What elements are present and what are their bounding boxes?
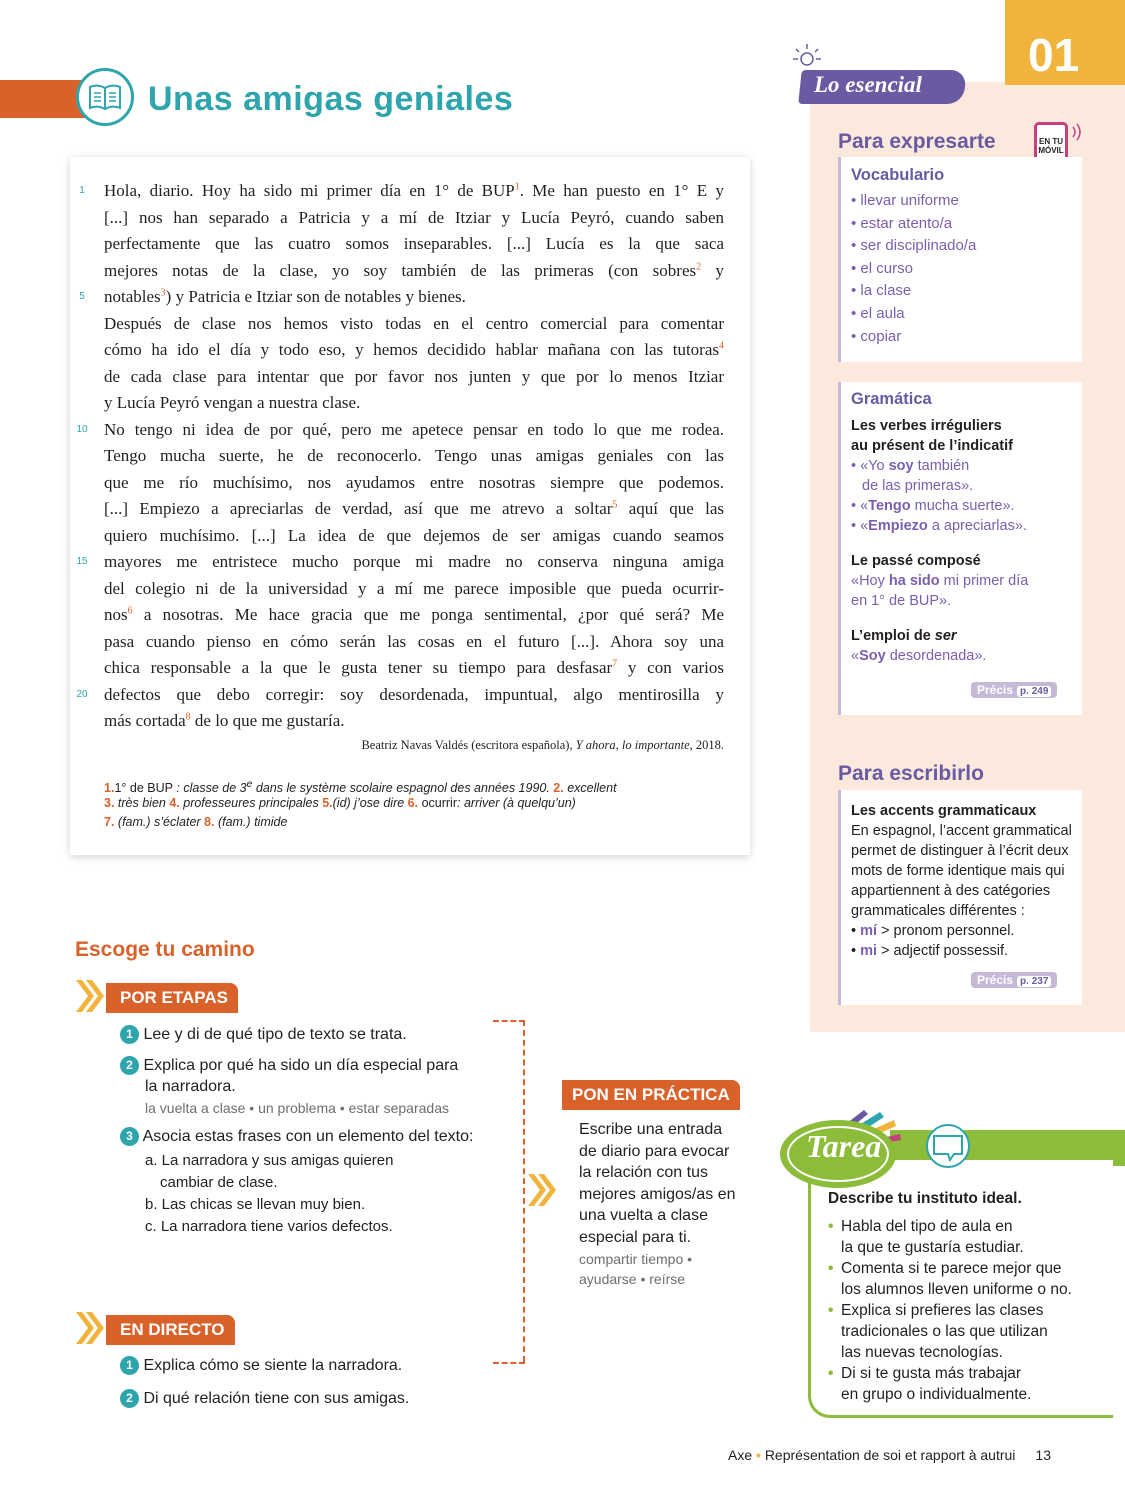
text-line: y Lucía Peyró vengan a nuestra clase. (104, 393, 361, 412)
question-1: 1 Lee y di de qué tipo de texto se trata. (120, 1024, 490, 1045)
grammar-example: • «Empiezo a apreciarlas». (851, 518, 1027, 534)
text-line: [...] Empiezo a apreciarlas de verdad, así que me atrevo a soltar$^5$ aquí que las (104, 499, 725, 518)
practica-hint: compartir tiempo • (579, 1251, 693, 1267)
grammar-heading: Les verbes irréguliers (851, 418, 1002, 434)
text-line: quiero muchísimo. [...] La idea de que dejemos de ser amigas cuando seamos (104, 525, 724, 545)
vocabulario-box (838, 157, 1082, 362)
page-number: 13 (1035, 1447, 1051, 1463)
accents-box (838, 790, 1082, 1005)
text-line: nos$^6$ a nosotras. Me hace gracia que me ponga sentimental, ¿por qué será? Me (104, 605, 724, 624)
option-c: c. La narradora tiene varios defectos. (145, 1218, 393, 1235)
accents-line: permet de distinguer à l’écrit deux (851, 843, 1069, 859)
footnote-line-3: 7. (fam.) s’éclater 8. (fam.) timide (104, 815, 288, 829)
tarea-label: Tarea (806, 1128, 882, 1164)
text-line: mayores me entristece mucho porque mi madre no conserva ninguna amiga (104, 552, 724, 571)
por-etapas-questions (120, 1024, 490, 1238)
en-directo-tab[interactable]: EN DIRECTO (106, 1315, 235, 1345)
footnote-ref: 6 (127, 605, 133, 617)
practica-instructions (579, 1119, 759, 1248)
option-a-cont: cambiar de clase. (160, 1174, 278, 1191)
camino-title: Escoge tu camino (75, 938, 255, 961)
tarea-item-text: Explica si prefieres las clases (841, 1302, 1044, 1319)
gramatica-title: Gramática (851, 390, 932, 408)
question-2: 2 Explica por qué ha sido un día especial para (120, 1055, 490, 1076)
text-line: No tengo ni idea de por qué, pero me apetece pensar en todo lo que me rodea. (104, 419, 724, 439)
practica-line: especial para ti. (579, 1228, 692, 1246)
footnote-line-1: 1.1° de BUP : classe de 3e dans le système scolaire espagnol des années 1990. 2. excellent (104, 779, 617, 796)
text-credit: Beatriz Navas Valdés (escritora española), Y ahora, lo importante, 2018. (361, 738, 724, 752)
en-directo-questions (120, 1355, 490, 1409)
tarea-item (828, 1258, 1118, 1300)
question-2: 2 Di qué relación tiene con sus amigas. (120, 1388, 490, 1409)
path-connector (493, 1362, 525, 1364)
tarea-item-text: tradicionales o las que utilizan (841, 1323, 1048, 1340)
grammar-heading: Le passé composé (851, 553, 981, 569)
option-a: a. La narradora y sus amigas quieren (145, 1152, 394, 1169)
tarea-item (828, 1300, 1118, 1363)
line-number: 1 (79, 185, 85, 196)
gramatica-box (838, 382, 1082, 715)
grammar-example: en 1° de BUP». (851, 593, 952, 609)
option-b: b. Las chicas se llevan muy bien. (145, 1196, 366, 1213)
question-1: 1 Explica cómo se siente la narradora. (120, 1355, 490, 1376)
text-line: de cada clase para intentar que por favor nos junten y que por lo menos Itziar (104, 366, 724, 386)
text-line: que me río muchísimo, nos ayudamos entre nosotras siempre que podemos. (104, 472, 724, 492)
practica-line: Escribe una entrada (579, 1121, 723, 1138)
para-expresarte-heading: Para expresarte (838, 130, 996, 153)
vocab-item: • ser disciplinado/a (851, 237, 977, 255)
page-title: Unas amigas geniales (148, 80, 514, 118)
tarea-item-text: en grupo o individualmente. (841, 1386, 1032, 1403)
grammar-heading: au présent de l’indicatif (851, 438, 1013, 454)
footnote-ref: 5 (612, 499, 618, 511)
footnote-ref: 3 (160, 287, 166, 299)
accents-content (851, 801, 1082, 961)
question-3: 3 Asocia estas frases con un elemento del texto: (120, 1126, 490, 1147)
book-icon (76, 68, 134, 126)
por-etapas-tab[interactable]: POR ETAPAS (106, 983, 238, 1013)
pon-en-practica-content (579, 1119, 759, 1289)
bullet-icon: • (828, 1302, 834, 1319)
tarea-item (828, 1363, 1118, 1405)
accents-line: En espagnol, l’accent grammatical (851, 823, 1072, 839)
tarea-items (828, 1216, 1118, 1405)
text-line: Tengo mucha suerte, he de reconocerlo. Tengo unas amigas geniales con las (104, 446, 724, 465)
tarea-item-text: Di si te gusta más trabajar (841, 1365, 1022, 1382)
phone-label: EN TU MÓVIL (1038, 137, 1064, 155)
practica-line: mejores amigos/as en (579, 1185, 736, 1203)
accents-body (851, 821, 1082, 921)
text-line: más cortada$^8$ de lo que me gustaría. (104, 711, 345, 730)
vocab-item: • estar atento/a (851, 214, 953, 232)
vocab-item: • el aula (851, 304, 905, 322)
question-2-hint: la vuelta a clase • un problema • estar separadas (145, 1100, 449, 1116)
tarea-item (828, 1216, 1118, 1258)
pon-en-practica-tab[interactable]: PON EN PRÁCTICA (562, 1080, 740, 1110)
accents-line: appartiennent à des catégories (851, 883, 1051, 899)
unit-number: 01 (1028, 29, 1080, 81)
accents-line: grammaticales différentes : (851, 903, 1025, 919)
text-line: chica responsable a la que le gusta tener su tiempo para desfasar$^7$ y con varios (104, 658, 725, 677)
precis-link[interactable]: Précis p. 249 (971, 682, 1057, 698)
vocab-item: • el curso (851, 259, 913, 277)
footnote-ref: 1 (514, 181, 520, 193)
practica-hint: ayudarse • reírse (579, 1271, 686, 1287)
text-line: notables$^3$) y Patricia e Itziar son de notables y bienes. (104, 287, 466, 306)
line-number: 15 (76, 556, 88, 567)
footnote-ref: 8 (185, 711, 191, 723)
vocab-item: • la clase (851, 282, 912, 300)
signal-icon (1070, 122, 1084, 142)
text-line: defectos que debo corregir: soy desordenada, impuntual, algo mentirosilla y (104, 684, 724, 704)
line-number: 10 (76, 423, 88, 435)
accent-example: • mí > pronom personnel. (851, 923, 1015, 939)
text-line: mejores notas de la clase, yo soy también de las primeras (con sobres$^2$ y (104, 260, 724, 280)
tarea-item-text: la que te gustaría estudiar. (841, 1239, 1024, 1256)
text-line: Hola, diario. Hoy ha sido mi primer día en 1° de BUP$^1$. Me han puesto en 1° E y (104, 181, 724, 200)
question-2-cont: la narradora. (145, 1078, 236, 1095)
footnote-line-2: 3. très bien 4. professeures principales 5.(id) j’ose dire 6. ocurrir: arriver (à quelqu’un) (104, 796, 576, 810)
speech-bubble-icon (920, 1124, 976, 1168)
line-number: 5 (79, 291, 85, 302)
practica-line: una vuelta a clase (579, 1207, 708, 1224)
footnote-ref: 4 (719, 340, 724, 352)
para-escribirlo-heading: Para escribirlo (838, 762, 984, 785)
vocab-item: • copiar (851, 327, 902, 345)
esencial-title: Lo esencial (814, 72, 922, 97)
grammar-example: «Soy desordenada». (851, 648, 987, 664)
lightbulb-icon (790, 42, 824, 72)
vocabulario-list (851, 190, 1082, 348)
practica-line: la relación con tus (579, 1164, 708, 1181)
line-number: 20 (76, 688, 88, 700)
grammar-example: • «Tengo mucha suerte». (851, 498, 1015, 514)
accents-title: Les accents grammaticaux (851, 803, 1037, 819)
vocab-item: • llevar uniforme (851, 192, 959, 209)
accent-example: • mi > adjectif possessif. (851, 943, 1008, 959)
text-line: cómo ha ido el día y todo eso, y hemos decidido hablar mañana con las tutoras$^4$ (104, 340, 724, 359)
text-line: perfectamente que las cuatro somos inseparables. [...] Lucía es la que saca (104, 234, 724, 253)
path-connector (523, 1020, 525, 1362)
bullet-icon: • (828, 1218, 834, 1235)
chevron-right-icon (74, 978, 108, 1014)
page-footer: Axe • Représentation de soi et rapport à autrui 13 (728, 1447, 1051, 1463)
grammar-example: «Hoy ha sido mi primer día (851, 573, 1029, 589)
grammar-example: • «Yo soy también (851, 458, 970, 474)
footnote-ref: 2 (696, 260, 702, 272)
text-line: [...] nos han separado a Patricia y a mí de Itziar y Lucía Peyró, cuando saben (104, 207, 724, 227)
accents-line: mots de forme identique mais qui (851, 863, 1065, 879)
gramatica-content (851, 416, 1082, 666)
grammar-heading: L’emploi de ser (851, 628, 957, 644)
bullet-icon: • (828, 1260, 834, 1277)
vocabulario-title: Vocabulario (851, 166, 945, 184)
precis-link[interactable]: Précis p. 237 (971, 972, 1057, 988)
tarea-item-text: los alumnos lleven uniforme o no. (841, 1281, 1072, 1298)
text-line: del colegio ni de la universidad y a mí me parece imposible que pueda ocurrir- (104, 578, 724, 598)
tarea-item-text: las nuevas tecnologías. (841, 1344, 1003, 1361)
practica-line: de diario para evocar (579, 1142, 730, 1160)
footnote-ref: 7 (612, 658, 618, 670)
grammar-example: de las primeras». (862, 478, 974, 494)
text-line: pasa cuando pienso en cómo serán las cosas en el futuro [...]. Ahora soy una (104, 631, 724, 651)
chevron-right-icon (526, 1172, 560, 1208)
tarea-item-text: Habla del tipo de aula en (841, 1218, 1013, 1235)
chevron-right-icon (74, 1310, 108, 1346)
bullet-icon: • (828, 1365, 834, 1382)
tarea-item-text: Comenta si te parece mejor que (841, 1260, 1062, 1277)
text-line: Después de clase nos hemos visto todas en el centro comercial para comentar (104, 313, 724, 333)
path-connector (493, 1020, 525, 1022)
tarea-title: Describe tu instituto ideal. (828, 1190, 1022, 1207)
